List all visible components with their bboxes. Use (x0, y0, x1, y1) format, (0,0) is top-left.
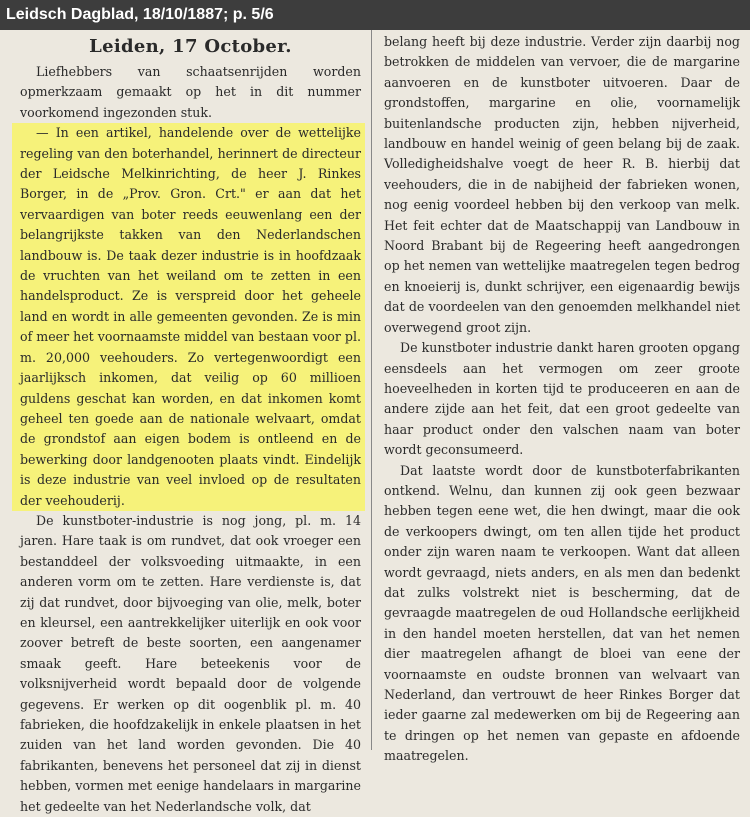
column-divider (371, 30, 372, 750)
clipping-title-bar: Leidsch Dagblad, 18/10/1887; p. 5/6 (0, 0, 750, 30)
right-column (384, 30, 740, 764)
paragraph-margarine-industry: De kunstboter-industrie is nog jong, pl. m. 14 jaren. Hare taak is om rundvet, dat ook vroeger een bestanddeel der volksvoeding uitmaakte, in een anderen vorm om te zetten. Hare verdienste is, dat zij dat rundvet, door bijvoeging van olie, melk, boter en kleursel, een aantrekkelijker uiterlijk en ook voor zoover betreft de beste soorten, een aangenamer smaak geeft. Hare beteekenis voor de volksnijverheid wordt bepaald door de volgende gegevens. Er werken op dit oogenblik pl. m. 40 fabrieken, die hoofdzakelijk in enkele plaatsen in het zuiden van het land worden gevonden. Die 40 fabrikanten, benevens het personeel dat zij in dienst hebben, vormen met eenige handelaars in margarine het gedeelte van het Nederlandsche volk, dat (20, 512, 361, 814)
paragraph-highlighted-butter-article: — In een artikel, handelende over de wettelijke regeling van den boterhandel, herinnert de directeur der Leidsche Melkinrichting, de heer J. Rinkes Borger, in de „Prov. Gron. Crt." er aan dat het vervaardigen van boter reeds eeuwenlang een der belangrijkste takken van den Nederlandschen landbouw is. De taak dezer industrie is in hoofdzaak de vruchten van het weiland om te zetten in een handelsproduct. Ze is verspreid door het geheele land en wordt in alle gemeenten gevonden. Ze is min of meer het voornaamste middel van bestaan voor pl. m. 20,000 veehouders. Zo vertegenwoordigt een jaarlijksch inkomen, dat veilig op 60 millioen guldens geschat kan worden, en dat inkomen komt geheel ten goede aan de nationale welvaart, omdat de grondstof aan eigen bodem is ontleend en de bewerking door landgenooten plaats vindt. Eindelijk is deze industrie van veel invloed op de resultaten der veehouderij. (12, 123, 365, 511)
paragraph-continuation: belang heeft bij deze industrie. Verder zijn daarbij nog betrokken de middelen van vervoer, die de margarine aanvoeren en de kunstboter uitvoeren. Daar de grondstoffen, margarine en olie, voornamelijk buitenlandsche producten zijn, hebben nijverheid, landbouw en handel weinig of geen belang bij de zaak. Volledigheidshalve voegt de heer R. B. hierbij dat veehouders, die in de nabijheid der fabrieken wonen, nog eenig voordeel hebben bij den verkoop van melk. Het feit echter dat de Maatschappij van Landbouw in Noord Brabant bij de Regeering heeft aangedrongen op het nemen van wettelijke maatregelen tegen bedrog en knoeierij is, dunkt schrijver, een eigenaardig bewijs dat de voordeelen van den genoemden melkhandel niet overwegend groot zijn. (384, 34, 740, 335)
left-column (20, 30, 361, 814)
article-heading: Leiden, 17 October. (89, 36, 292, 57)
paragraph-skating-notice: Liefhebbers van schaatsenrijden worden opmerkzaam gemaakt op het in dit nummer voorkomend ingezonden stuk. (20, 64, 361, 120)
paragraph-kunstboter-success: De kunstboter industrie dankt haren grooten opgang eensdeels aan het vermogen om zeer groote hoeveelheden in korten tijd te produceeren en aan de andere zijde aan het feit, dat een groot gedeelte van haar product onder den valschen naam van boter wordt geconsumeerd. (384, 340, 740, 458)
paragraph-law-appeal: Dat laatste wordt door de kunstboterfabrikanten ontkend. Welnu, dan kunnen zij ook geen bezwaar hebben tegen eene wet, die hen dwingt, maar die ook de verkoopers dwingt, om ten allen tijde het product onder zijn waren naam te verkoopen. Want dat alleen wordt gevraagd, niets anders, en als men dan bedenkt dat zulks volstrekt niet is bescherming, dat de gevraagde maatregelen de oud Hollandsche eerlijkheid in den handel moeten herstellen, dat van het nemen dier maatregelen afhangt de bloei van eene der voornaamste en oudste bronnen van welvaart van Nederland, dan vertrouwt de heer Rinkes Borger dat ieder gaarne zal medewerken om bij de Regeering aan te dringen op het nemen van gepaste en afdoende maatregelen. (384, 462, 740, 764)
